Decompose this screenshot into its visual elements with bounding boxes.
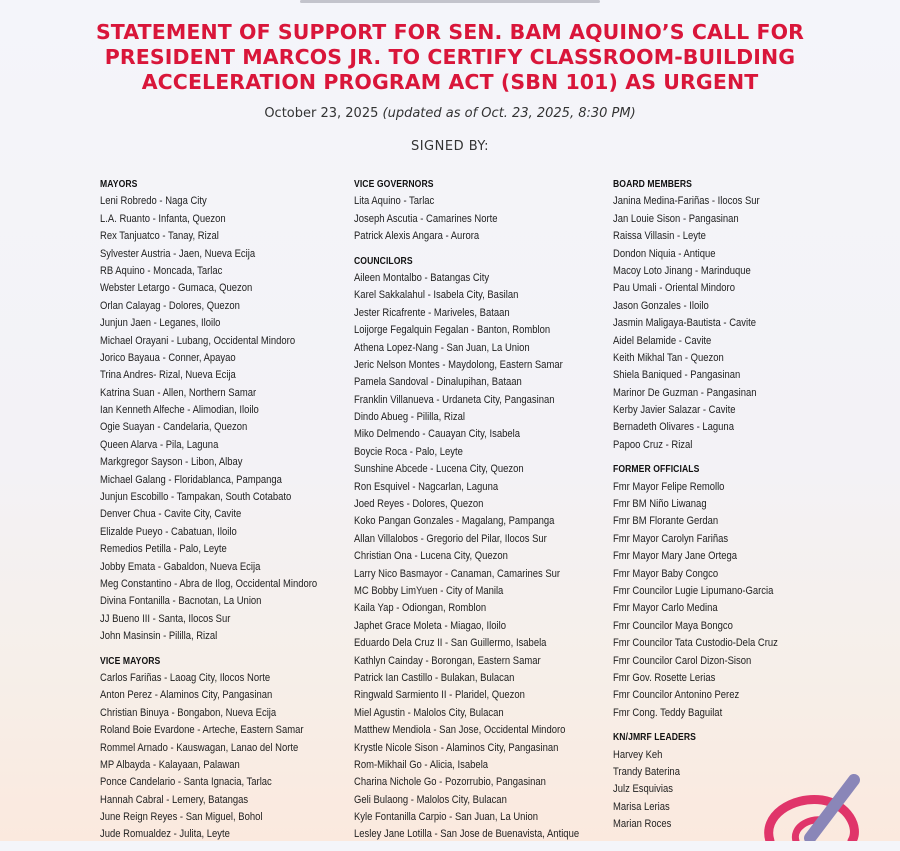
title-line-3: ACCELERATION PROGRAM ACT (SBN 101) AS URGENT: [141, 70, 759, 94]
signatory-name: Kyle Fontanilla Carpio - San Juan, La Union: [354, 811, 539, 824]
signatory-name: June Reign Reyes - San Miguel, Bohol: [100, 811, 263, 824]
section-heading: MAYORS: [100, 179, 138, 190]
signatory-name: Aidel Belamide - Cavite: [613, 334, 712, 347]
signatory-name: Boycie Roca - Palo, Leyte: [354, 445, 463, 458]
signatory-name: Ponce Candelario - Santa Ignacia, Tarlac: [100, 776, 272, 789]
signatory-name: Lesley Jane Lotilla - San Jose de Buenavista, Antique: [354, 828, 580, 841]
signatory-name: Fmr Councilor Lugie Lipumano-Garcia: [613, 584, 774, 597]
date-text: October 23, 2025: [264, 106, 379, 121]
signatory-name: John Masinsin - Pililla, Rizal: [100, 630, 218, 643]
signatory-name: Krystle Nicole Sison - Alaminos City, Pangasinan: [354, 741, 559, 754]
signatory-name: Fmr BM Florante Gerdan: [613, 515, 719, 528]
signatory-name: Charina Nichole Go - Pozorrubio, Pangasinan: [354, 776, 546, 789]
signatory-name: Leni Robredo - Naga City: [100, 195, 207, 208]
signatory-name: Aileen Montalbo - Batangas City: [354, 271, 490, 284]
section-heading: VICE MAYORS: [100, 655, 161, 667]
signatory-name: Ian Kenneth Alfeche - Alimodian, Iloilo: [100, 404, 259, 417]
signatory-name: Marian Roces: [613, 818, 672, 831]
signatory-name: Franklin Villanueva - Urdaneta City, Pangasinan: [354, 393, 555, 406]
title-line-1: STATEMENT OF SUPPORT FOR SEN. BAM AQUINO’S CALL FOR: [95, 20, 805, 44]
signatory-name: Fmr Mayor Mary Jane Ortega: [613, 550, 738, 563]
signatory-name: Michael Orayani - Lubang, Occidental Mindoro: [100, 334, 296, 347]
signatory-name: Jester Ricafrente - Mariveles, Bataan: [354, 306, 510, 319]
signatory-section: [613, 176, 883, 454]
signatory-name: Janina Medina-Fariñas - Ilocos Sur: [613, 195, 760, 208]
signatory-name: Keith Mikhal Tan - Quezon: [613, 351, 724, 364]
signatory-name: Markgregor Sayson - Libon, Albay: [100, 456, 243, 469]
section-heading: KN/JMRF LEADERS: [613, 732, 697, 744]
signatory-name: Fmr Councilor Tata Custodio-Dela Cruz: [613, 637, 778, 650]
title-line-2: PRESIDENT MARCOS JR. TO CERTIFY CLASSROOM-BUILDING: [104, 45, 796, 69]
signed-by-label: SIGNED BY:: [410, 139, 490, 154]
signatory-section: [100, 653, 370, 844]
signatory-name: Carlos Fariñas - Laoag City, Ilocos Norte: [100, 671, 271, 684]
section-heading: FORMER OFFICIALS: [613, 464, 700, 476]
signatory-name: Dondon Niquia - Antique: [613, 247, 716, 260]
signatory-name: Fmr Councilor Carol Dizon-Sison: [613, 654, 752, 667]
signatory-name: Joseph Ascutia - Camarines Norte: [354, 212, 498, 225]
signatory-name: Jobby Emata - Gabaldon, Nueva Ecija: [100, 560, 261, 573]
signatory-name: Pau Umali - Oriental Mindoro: [613, 282, 735, 295]
signatory-name: Fmr BM Niño Liwanag: [613, 498, 707, 511]
signatory-list: [613, 193, 883, 454]
signatory-name: Loijorge Fegalquin Fegalan - Banton, Romblon: [354, 324, 551, 337]
signatory-name: Jorico Bayaua - Conner, Apayao: [100, 351, 236, 364]
signatory-name: MC Bobby LimYuen - City of Manila: [354, 584, 504, 597]
signatory-name: Divina Fontanilla - Bacnotan, La Union: [100, 595, 262, 608]
signatory-name: JJ Bueno III - Santa, Ilocos Sur: [100, 612, 231, 625]
signatory-name: Marinor De Guzman - Pangasinan: [613, 386, 757, 399]
signatory-name: Allan Villalobos - Gregorio del Pilar, Ilocos Sur: [354, 532, 547, 545]
signatory-name: Patrick Alexis Angara - Aurora: [354, 230, 480, 243]
signatory-name: Jude Romualdez - Julita, Leyte: [100, 828, 230, 841]
signatory-name: Jan Louie Sison - Pangasinan: [613, 212, 739, 225]
signatory-name: Karel Sakkalahul - Isabela City, Basilan: [354, 289, 519, 302]
signatory-name: Kaila Yap - Odiongan, Romblon: [354, 602, 487, 615]
signatory-name: Bernadeth Olivares - Laguna: [613, 421, 734, 434]
signatory-name: Christian Binuya - Bongabon, Nueva Ecija: [100, 706, 277, 719]
signatory-name: Shiela Baniqued - Pangasinan: [613, 369, 741, 382]
signatory-section: [354, 253, 624, 844]
signatory-list: [354, 193, 624, 245]
signatory-list: [354, 270, 624, 844]
signatory-name: Fmr Gov. Rosette Lerias: [613, 671, 716, 684]
signatory-name: Remedios Petilla - Palo, Leyte: [100, 543, 227, 556]
statement-date: [0, 106, 900, 121]
signatory-name: Roland Boie Evardone - Arteche, Eastern Samar: [100, 724, 304, 737]
signatory-name: Sunshine Abcede - Lucena City, Quezon: [354, 463, 524, 476]
signatory-name: Eduardo Dela Cruz II - San Guillermo, Isabela: [354, 637, 547, 650]
signatory-name: Ringwald Sarmiento II - Plaridel, Quezon: [354, 689, 525, 702]
signatory-name: Anton Perez - Alaminos City, Pangasinan: [100, 689, 273, 702]
date-updated-note: (updated as of Oct. 23, 2025, 8:30 PM): [382, 106, 636, 121]
signatory-name: Katrina Suan - Allen, Northern Samar: [100, 386, 257, 399]
signatory-name: Raissa Villasin - Leyte: [613, 230, 706, 243]
signatory-name: Junjun Jaen - Leganes, Iloilo: [100, 317, 221, 330]
signatory-name: Fmr Councilor Antonino Perez: [613, 689, 740, 702]
signatory-name: Junjun Escobillo - Tampakan, South Cotabato: [100, 491, 292, 504]
signatory-name: Marisa Lerias: [613, 800, 670, 813]
signatory-name: Jason Gonzales - Iloilo: [613, 299, 709, 312]
signatory-section: [100, 176, 370, 646]
signatory-name: Sylvester Austria - Jaen, Nueva Ecija: [100, 247, 256, 260]
signatory-list: [100, 193, 370, 645]
signatory-name: Ron Esquivel - Nagcarlan, Laguna: [354, 480, 499, 493]
signatory-name: Fmr Councilor Maya Bongco: [613, 619, 733, 632]
signatory-name: Trina Andres- Rizal, Nueva Ecija: [100, 369, 236, 382]
signatory-name: RB Aquino - Moncada, Tarlac: [100, 264, 223, 277]
signatory-list: [100, 670, 370, 844]
signatory-name: Michael Galang - Floridablanca, Pampanga: [100, 473, 282, 486]
signatory-name: Koko Pangan Gonzales - Magalang, Pampanga: [354, 515, 555, 528]
signatory-name: Papoo Cruz - Rizal: [613, 438, 693, 451]
signatory-name: Dindo Abueg - Pililla, Rizal: [354, 411, 465, 424]
signatory-name: Harvey Keh: [613, 748, 663, 761]
section-heading: COUNCILORS: [354, 255, 413, 267]
signatory-name: L.A. Ruanto - Infanta, Quezon: [100, 212, 226, 225]
signatory-column-3: [613, 176, 883, 840]
signatory-list: [613, 479, 883, 722]
signatory-name: Denver Chua - Cavite City, Cavite: [100, 508, 242, 521]
signatory-name: Rommel Arnado - Kauswagan, Lanao del Norte: [100, 741, 299, 754]
signatory-name: Fmr Cong. Teddy Baguilat: [613, 706, 723, 719]
signatory-name: Geli Bulaong - Malolos City, Bulacan: [354, 793, 507, 806]
campaign-logo-icon: [752, 768, 900, 841]
signatory-name: Miko Delmendo - Cauayan City, Isabela: [354, 428, 520, 441]
signatory-section: [354, 176, 624, 246]
signatory-name: Rex Tanjuatco - Tanay, Rizal: [100, 230, 219, 243]
signatory-name: Pamela Sandoval - Dinalupihan, Bataan: [354, 376, 522, 389]
signatory-name: Julz Esquivias: [613, 783, 673, 796]
signatory-name: Hannah Cabral - Lemery, Batangas: [100, 793, 249, 806]
signatory-name: Jeric Nelson Montes - Maydolong, Eastern Samar: [354, 358, 563, 371]
signatory-name: Lita Aquino - Tarlac: [354, 195, 435, 208]
signatory-column-2: [354, 176, 624, 851]
section-heading: VICE GOVERNORS: [354, 179, 434, 190]
signatory-name: Queen Alarva - Pila, Laguna: [100, 438, 219, 451]
top-edge-decoration: [0, 0, 900, 8]
section-heading: BOARD MEMBERS: [613, 179, 692, 190]
signatory-name: Orlan Calayag - Dolores, Quezon: [100, 299, 240, 312]
signatory-name: Fmr Mayor Felipe Remollo: [613, 480, 725, 493]
statement-title: [0, 20, 900, 95]
signatory-name: Kerby Javier Salazar - Cavite: [613, 404, 736, 417]
signatory-name: Rom-Mikhail Go - Alicia, Isabela: [354, 758, 489, 771]
signatory-name: Trandy Baterina: [613, 765, 680, 778]
signatory-name: Meg Constantino - Abra de Ilog, Occidental Mindoro: [100, 577, 318, 590]
signatory-name: Kathlyn Cainday - Borongan, Eastern Samar: [354, 654, 541, 667]
signatory-name: Ogie Suayan - Candelaria, Quezon: [100, 421, 248, 434]
signatory-column-1: [100, 176, 370, 851]
signatory-name: Macoy Loto Jinang - Marinduque: [613, 264, 751, 277]
signatory-name: Webster Letargo - Gumaca, Quezon: [100, 282, 253, 295]
signatory-name: Elizalde Pueyo - Cabatuan, Iloilo: [100, 525, 237, 538]
signatory-name: Patrick Ian Castillo - Bulakan, Bulacan: [354, 671, 515, 684]
signatory-name: Japhet Grace Moleta - Miagao, Iloilo: [354, 619, 506, 632]
signatory-name: Fmr Mayor Baby Congco: [613, 567, 719, 580]
signatory-name: Jasmin Maligaya-Bautista - Cavite: [613, 317, 757, 330]
signatory-name: Joed Reyes - Dolores, Quezon: [354, 498, 484, 511]
signatory-name: Christian Ona - Lucena City, Quezon: [354, 550, 508, 563]
signatory-name: Matthew Mendiola - San Jose, Occidental Mindoro: [354, 724, 566, 737]
signatory-section: [613, 461, 883, 722]
signatory-name: Miel Agustin - Malolos City, Bulacan: [354, 706, 504, 719]
signatory-name: MP Albayda - Kalayaan, Palawan: [100, 758, 240, 771]
signatory-name: Fmr Mayor Carlo Medina: [613, 602, 718, 615]
signatory-name: Fmr Mayor Carolyn Fariñas: [613, 532, 729, 545]
signatory-name: Athena Lopez-Nang - San Juan, La Union: [354, 341, 530, 354]
signatory-name: Larry Nico Basmayor - Canaman, Camarines Sur: [354, 567, 561, 580]
